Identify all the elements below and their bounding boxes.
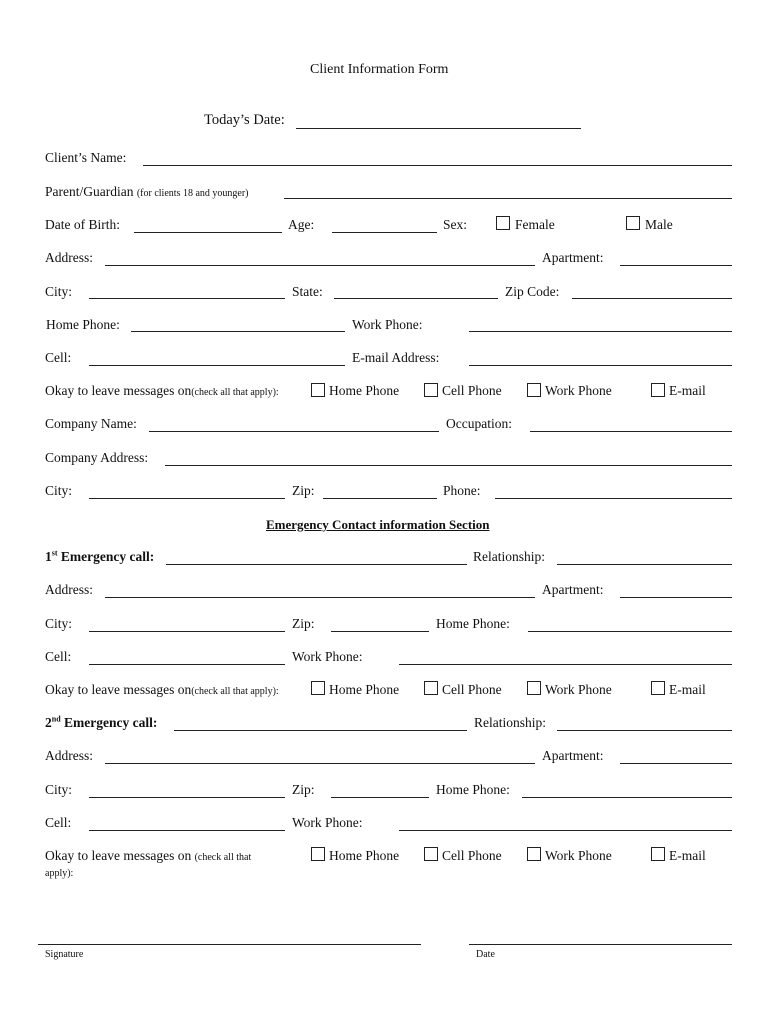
msg-work-phone-label: Work Phone bbox=[545, 383, 612, 398]
first-city-label: City: bbox=[45, 616, 73, 631]
first-relationship-field[interactable] bbox=[557, 564, 732, 565]
messages-note: (check all that apply): bbox=[191, 387, 279, 398]
first-home-phone-label: Home Phone: bbox=[436, 616, 510, 631]
occupation-field[interactable] bbox=[530, 431, 732, 432]
second-msg-home-phone-checkbox[interactable] bbox=[311, 847, 325, 861]
parent-guardian-field[interactable] bbox=[284, 198, 732, 199]
second-home-phone-label: Home Phone: bbox=[436, 782, 510, 797]
second-cell-field[interactable] bbox=[89, 830, 285, 831]
occupation-label: Occupation: bbox=[446, 416, 512, 431]
second-msg-home-phone-label: Home Phone bbox=[329, 848, 400, 863]
second-home-phone-field[interactable] bbox=[522, 797, 732, 798]
second-city-field[interactable] bbox=[89, 797, 285, 798]
second-work-phone-field[interactable] bbox=[399, 830, 732, 831]
email-address-field[interactable] bbox=[469, 365, 732, 366]
second-zip-field[interactable] bbox=[331, 797, 429, 798]
company-zip-field[interactable] bbox=[323, 498, 437, 499]
signature-field[interactable] bbox=[38, 944, 421, 945]
signature-date-field[interactable] bbox=[469, 944, 732, 945]
female-checkbox[interactable] bbox=[496, 216, 510, 230]
second-apartment-field[interactable] bbox=[620, 763, 732, 764]
company-name-label: Company Name: bbox=[45, 416, 137, 431]
second-zip-label: Zip: bbox=[292, 782, 315, 797]
dob-field[interactable] bbox=[134, 232, 282, 233]
address-label: Address: bbox=[45, 250, 93, 265]
sex-label: Sex: bbox=[443, 217, 468, 232]
company-phone-field[interactable] bbox=[495, 498, 732, 499]
client-name-field[interactable] bbox=[143, 165, 732, 166]
age-field[interactable] bbox=[332, 232, 437, 233]
first-cell-label: Cell: bbox=[45, 649, 72, 664]
msg-email-checkbox[interactable] bbox=[651, 383, 665, 397]
first-zip-label: Zip: bbox=[292, 616, 315, 631]
company-address-label: Company Address: bbox=[45, 450, 149, 465]
company-phone-label: Phone: bbox=[443, 483, 481, 498]
msg-email-label: E-mail bbox=[669, 383, 706, 398]
todays-date-label: Today’s Date: bbox=[204, 112, 285, 128]
msg-cell-phone-label: Cell Phone bbox=[442, 383, 502, 398]
first-messages-label: Okay to leave messages on(check all that apply): bbox=[45, 682, 279, 697]
second-msg-email-label: E-mail bbox=[669, 848, 706, 863]
second-city-label: City: bbox=[45, 782, 73, 797]
first-emergency-name-field[interactable] bbox=[166, 564, 467, 565]
first-msg-work-phone-label: Work Phone bbox=[545, 682, 612, 697]
first-messages-note: (check all that apply): bbox=[191, 686, 279, 697]
second-messages-note: (check all that bbox=[194, 852, 252, 863]
first-msg-home-phone-label: Home Phone bbox=[329, 682, 400, 697]
second-relationship-field[interactable] bbox=[557, 730, 732, 731]
first-home-phone-field[interactable] bbox=[528, 631, 732, 632]
second-emergency-label: 2nd Emergency call: bbox=[45, 714, 158, 730]
first-apartment-field[interactable] bbox=[620, 597, 732, 598]
male-checkbox[interactable] bbox=[626, 216, 640, 230]
apartment-field[interactable] bbox=[620, 265, 732, 266]
msg-cell-phone-checkbox[interactable] bbox=[424, 383, 438, 397]
work-phone-field[interactable] bbox=[469, 331, 732, 332]
second-apartment-label: Apartment: bbox=[542, 748, 604, 763]
first-emergency-label: 1st Emergency call: bbox=[45, 548, 155, 564]
first-address-field[interactable] bbox=[105, 597, 535, 598]
parent-guardian-note: (for clients 18 and younger) bbox=[136, 188, 249, 199]
first-work-phone-field[interactable] bbox=[399, 664, 732, 665]
first-work-phone-label: Work Phone: bbox=[292, 649, 363, 664]
signature-date-label: Date bbox=[476, 949, 495, 960]
apartment-label: Apartment: bbox=[542, 250, 604, 265]
parent-guardian-label: Parent/Guardian (for clients 18 and younger) bbox=[45, 184, 249, 199]
cell-label: Cell: bbox=[45, 350, 72, 365]
signature-label: Signature bbox=[45, 949, 84, 960]
second-messages-label: Okay to leave messages on (check all that bbox=[45, 848, 252, 863]
first-apartment-label: Apartment: bbox=[542, 582, 604, 597]
email-address-label: E-mail Address: bbox=[352, 350, 440, 365]
client-name-label: Client’s Name: bbox=[45, 150, 127, 165]
company-name-field[interactable] bbox=[149, 431, 439, 432]
dob-label: Date of Birth: bbox=[45, 217, 120, 232]
first-city-field[interactable] bbox=[89, 631, 285, 632]
second-msg-email-checkbox[interactable] bbox=[651, 847, 665, 861]
first-msg-home-phone-checkbox[interactable] bbox=[311, 681, 325, 695]
company-city-field[interactable] bbox=[89, 498, 285, 499]
msg-home-phone-checkbox[interactable] bbox=[311, 383, 325, 397]
city-field[interactable] bbox=[89, 298, 285, 299]
work-phone-label: Work Phone: bbox=[352, 317, 423, 332]
first-zip-field[interactable] bbox=[331, 631, 429, 632]
company-zip-label: Zip: bbox=[292, 483, 315, 498]
todays-date-field[interactable] bbox=[296, 128, 581, 129]
first-msg-cell-phone-checkbox[interactable] bbox=[424, 681, 438, 695]
second-emergency-name-field[interactable] bbox=[174, 730, 467, 731]
address-field[interactable] bbox=[105, 265, 535, 266]
company-address-field[interactable] bbox=[165, 465, 732, 466]
state-field[interactable] bbox=[334, 298, 498, 299]
zip-code-field[interactable] bbox=[572, 298, 732, 299]
age-label: Age: bbox=[288, 217, 315, 232]
second-work-phone-label: Work Phone: bbox=[292, 815, 363, 830]
first-msg-cell-phone-label: Cell Phone bbox=[442, 682, 502, 697]
cell-field[interactable] bbox=[89, 365, 345, 366]
second-msg-cell-phone-label: Cell Phone bbox=[442, 848, 502, 863]
first-msg-email-checkbox[interactable] bbox=[651, 681, 665, 695]
home-phone-field[interactable] bbox=[131, 331, 345, 332]
second-messages-note-apply: apply): bbox=[45, 868, 74, 879]
second-relationship-label: Relationship: bbox=[474, 715, 546, 730]
second-cell-label: Cell: bbox=[45, 815, 72, 830]
state-label: State: bbox=[292, 284, 323, 299]
second-msg-work-phone-label: Work Phone bbox=[545, 848, 612, 863]
male-label: Male bbox=[645, 217, 673, 232]
first-msg-email-label: E-mail bbox=[669, 682, 706, 697]
company-city-label: City: bbox=[45, 483, 73, 498]
female-label: Female bbox=[515, 217, 555, 232]
city-label: City: bbox=[45, 284, 73, 299]
second-address-label: Address: bbox=[45, 748, 93, 763]
msg-home-phone-label: Home Phone bbox=[329, 383, 400, 398]
second-msg-cell-phone-checkbox[interactable] bbox=[424, 847, 438, 861]
first-relationship-label: Relationship: bbox=[473, 549, 545, 564]
msg-work-phone-checkbox[interactable] bbox=[527, 383, 541, 397]
zip-code-label: Zip Code: bbox=[505, 284, 560, 299]
first-msg-work-phone-checkbox[interactable] bbox=[527, 681, 541, 695]
second-msg-work-phone-checkbox[interactable] bbox=[527, 847, 541, 861]
first-cell-field[interactable] bbox=[89, 664, 285, 665]
form-title: Client Information Form bbox=[310, 62, 449, 77]
second-address-field[interactable] bbox=[105, 763, 535, 764]
emergency-section-heading: Emergency Contact information Section bbox=[266, 517, 490, 532]
first-address-label: Address: bbox=[45, 582, 93, 597]
home-phone-label: Home Phone: bbox=[46, 317, 120, 332]
messages-label: Okay to leave messages on(check all that apply): bbox=[45, 383, 279, 398]
